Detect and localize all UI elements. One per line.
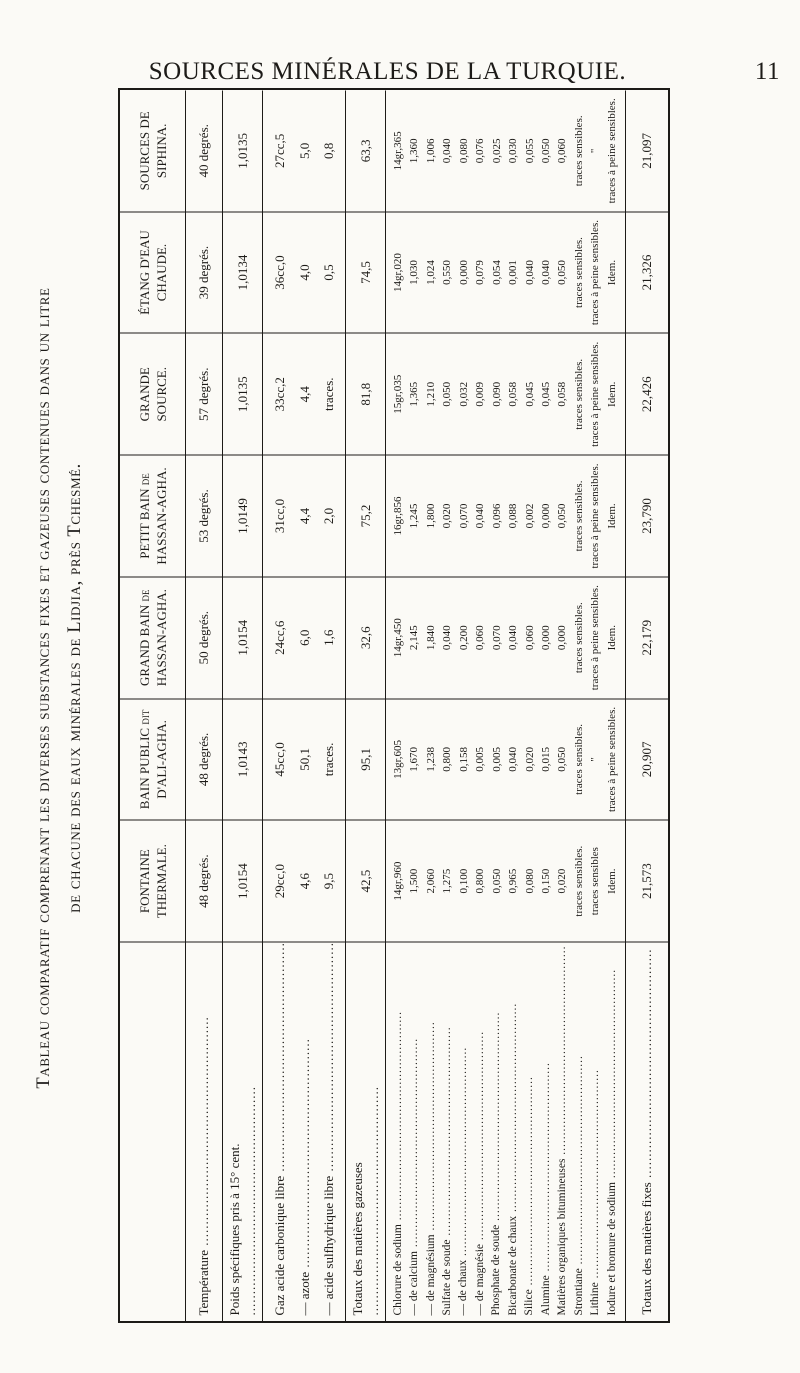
gas-value: 4,4	[296, 385, 312, 402]
salt-value: 0,800	[474, 868, 487, 894]
salt-label: Alumine .....	[541, 948, 553, 1315]
salt-value: 1,275	[441, 868, 454, 894]
salt-value: "	[589, 756, 602, 762]
caption-line-2: de chacune des eaux minérales de Lidjia, près Tchesmé.	[65, 462, 85, 913]
salt-label: Chlorure de sodium .....	[393, 948, 405, 1315]
salt-value: 1,030	[408, 259, 421, 285]
gas-value: 2,0	[321, 507, 337, 524]
specific-gravity-value: 1,0134	[223, 211, 262, 333]
salt-value: traces sensibles.	[572, 723, 585, 795]
source-header-2: BAIN PUBLIC dit D'ALI-AGHA.	[120, 698, 185, 820]
salt-value: traces sensibles.	[572, 236, 585, 308]
salt-value: 0,040	[523, 259, 536, 285]
salt-value: 1,800	[424, 503, 437, 528]
salt-value: 16gr,856	[391, 496, 404, 535]
salt-value: 14gr,365	[391, 130, 404, 170]
specific-gravity-value: 1,0135	[223, 332, 262, 454]
salt-value: 14gr,020	[391, 252, 404, 292]
salt-value: 14gr,960	[391, 861, 404, 901]
salt-value: 0,054	[490, 259, 503, 285]
total-fixed-value: 22,179	[626, 576, 668, 698]
salt-value: 0,050	[441, 381, 454, 407]
gas-value: 6,0	[296, 629, 312, 646]
gas-row	[263, 90, 346, 1321]
salt-value: 1,670	[408, 746, 421, 772]
salt-value: 0,040	[441, 137, 454, 163]
salt-value: Idem.	[605, 867, 618, 894]
salt-value: 0,050	[556, 259, 569, 285]
salt-value: 0,076	[474, 137, 487, 163]
total-fixed-row	[626, 90, 668, 1321]
salt-value: 0,002	[523, 503, 536, 528]
total-fixed-label: Totaux des matières fixes .....	[639, 948, 655, 1314]
salt-value: traces sensibles.	[572, 480, 585, 551]
source-header-4: PETIT BAIN de HASSAN-AGHA.	[120, 454, 185, 576]
page-header	[20, 58, 780, 86]
total-gas-label: Totaux des matières gazeuses .....	[350, 948, 382, 1315]
salt-value: 1,210	[424, 381, 437, 407]
salt-value: 0,040	[507, 746, 520, 772]
gas-value: 4,0	[296, 263, 312, 281]
salt-value: 0,100	[457, 868, 470, 894]
salt-value: 0,050	[556, 746, 569, 772]
salt-value: 0,080	[457, 137, 470, 163]
gas-label: Gaz acide carbonique libre .....	[273, 948, 286, 1315]
table-header-row	[120, 90, 186, 1321]
salt-value: 1,840	[424, 624, 437, 650]
salt-value: 0,550	[441, 259, 454, 285]
gas-value: 31cc,0	[272, 498, 288, 533]
header-empty-cell	[120, 941, 185, 1321]
salt-value: 2,060	[424, 868, 437, 894]
salt-label: Strontiane .....	[574, 948, 586, 1315]
salt-value: 0,200	[457, 624, 470, 650]
temperature-value: 48 degrés.	[186, 819, 222, 941]
salt-value: traces sensibles.	[572, 601, 585, 673]
salt-label: — de chaux .....	[458, 948, 470, 1315]
salt-value: 0,090	[490, 381, 503, 407]
gas-value: traces.	[321, 376, 337, 411]
source-header-5: GRANDE SOURCE.	[120, 332, 185, 454]
salt-value: traces à peine sensibles.	[589, 462, 602, 569]
gas-value: 27cc,5	[272, 133, 288, 168]
salt-label: Lithine .....	[590, 948, 602, 1315]
salt-value: 0,050	[490, 868, 503, 894]
salt-value: 0,040	[474, 503, 487, 528]
salt-value: 1,006	[424, 137, 437, 163]
salt-value: 1,500	[408, 868, 421, 894]
salt-value: 1,365	[408, 381, 421, 407]
specific-gravity-label: Poids spécifiques pris à 15° cent. .....	[227, 948, 259, 1315]
specific-gravity-value: 1,0149	[223, 454, 262, 576]
temperature-value: 40 degrés.	[196, 123, 212, 178]
salt-value: 0,965	[507, 868, 520, 894]
salt-value: "	[589, 148, 602, 153]
salt-value: Idem.	[605, 502, 618, 529]
salt-value: 1,360	[408, 137, 421, 163]
total-gas-value: 81,8	[346, 332, 385, 454]
salt-values-col-4	[390, 461, 620, 570]
salt-value: 0,040	[507, 624, 520, 650]
salt-label: Iodure et bromure de sodium .....	[607, 948, 619, 1315]
total-fixed-value: 21,326	[626, 211, 668, 333]
salt-value: 0,080	[523, 868, 536, 894]
salt-value: 0,058	[507, 381, 520, 407]
salt-value: 0,070	[490, 624, 503, 650]
gas-value: 45cc,0	[272, 741, 288, 777]
source-header-6: ÉTANG D'EAU CHAUDE.	[120, 211, 185, 333]
gas-value: 1,6	[321, 629, 337, 646]
total-gas-value: 95,1	[346, 698, 385, 820]
temperature-label: Température .....	[196, 1016, 212, 1315]
salt-value: 0,020	[523, 746, 536, 772]
caption-line-1: Tableau comparatif comprenant les diverses substances fixes et gazeuses contenues dans un litre	[34, 286, 54, 1089]
gas-value: 36cc,0	[272, 254, 288, 290]
salt-value: 2,145	[408, 624, 421, 650]
salt-value: 0,058	[556, 381, 569, 407]
total-gas-row	[346, 90, 386, 1321]
salt-label: Bicarbonate de chaux .....	[508, 948, 520, 1315]
total-gas-value: 63,3	[357, 138, 373, 162]
gas-value: 29cc,0	[272, 863, 288, 898]
source-header-1: FONTAINE THERMALE.	[120, 819, 185, 941]
salt-value: 0,158	[457, 746, 470, 772]
gas-value: 50,1	[296, 747, 312, 771]
salt-label: Matières organiques bitumineuses .....	[557, 948, 569, 1315]
salt-value: 0,000	[540, 503, 552, 528]
total-fixed-value: 23,790	[626, 454, 668, 576]
total-gas-value: 42,5	[346, 819, 385, 941]
source-header-3: GRAND BAIN de HASSAN-AGHA.	[120, 576, 185, 698]
salt-value: 15gr,035	[391, 374, 404, 414]
salt-label: Silice .....	[524, 948, 536, 1315]
salt-value: 0,060	[556, 137, 569, 163]
salt-value: 1,024	[424, 259, 437, 285]
salt-value: 0,060	[474, 624, 487, 650]
salt-value: 0,055	[523, 137, 536, 163]
gas-label: — acide sulfhydrique libre .....	[322, 948, 335, 1315]
temperature-row	[186, 90, 223, 1321]
salt-value: 0,040	[540, 259, 552, 285]
salt-value: 0,025	[490, 137, 503, 163]
salt-value: 0,009	[474, 381, 487, 407]
specific-gravity-value: 1,0154	[223, 576, 262, 698]
salt-value: 0,005	[474, 746, 487, 772]
salt-value: 0,070	[457, 503, 470, 528]
total-gas-value: 74,5	[346, 211, 385, 333]
table-caption	[20, 85, 100, 1290]
salt-values-col-2	[390, 705, 620, 814]
salt-value: Idem.	[605, 624, 618, 650]
salt-value: 13gr,605	[391, 739, 404, 779]
salt-value: 1,245	[408, 503, 421, 528]
total-fixed-value: 21,097	[638, 132, 654, 169]
specific-gravity-value: 1,0154	[223, 819, 262, 941]
salt-value: traces sensibles.	[572, 358, 585, 430]
salt-value: 0,045	[540, 381, 552, 407]
salt-value: Idem.	[605, 259, 618, 285]
salt-label: — de magnésie .....	[475, 948, 487, 1315]
gas-label: — azote .....	[298, 948, 311, 1315]
salt-value: traces à peine sensibles.	[605, 97, 618, 203]
salt-values-col-7	[390, 96, 620, 205]
gas-value: 9,5	[321, 872, 337, 889]
salt-value: traces sensibles.	[572, 845, 585, 917]
salt-value: 0,000	[556, 624, 569, 650]
gas-value: 4,4	[296, 507, 312, 524]
gas-value: traces.	[321, 742, 337, 776]
temperature-value: 50 degrés.	[186, 576, 222, 698]
salt-values-col-5	[390, 339, 620, 448]
salt-value: Idem.	[605, 381, 618, 407]
specific-gravity-row	[223, 90, 263, 1321]
salt-label-list	[390, 948, 620, 1315]
salt-value: 0,045	[523, 381, 536, 407]
salts-row	[386, 90, 625, 1321]
salt-value: 1,238	[424, 746, 437, 772]
salt-value: 0,001	[507, 259, 520, 285]
salt-value: 0,096	[490, 503, 503, 528]
salt-label: Phosphate de soude .....	[491, 948, 503, 1315]
salt-value: traces à peine sensibles.	[589, 219, 602, 325]
gas-value: 24cc,6	[272, 620, 288, 655]
salt-value: 14gr,450	[391, 617, 404, 657]
salt-value: 0,020	[556, 868, 569, 894]
salt-value: traces sensibles	[589, 846, 602, 915]
salt-value: 0,060	[523, 624, 536, 650]
salt-value: 0,030	[507, 137, 520, 163]
salt-value: 0,000	[457, 259, 470, 285]
salt-label: — de calcium .....	[409, 948, 421, 1315]
salt-value: 0,000	[540, 624, 552, 650]
salt-value: 0,050	[556, 503, 569, 528]
salt-value: traces à peine sensibles.	[605, 706, 618, 812]
gas-value: 0,5	[321, 263, 337, 281]
salt-value: traces sensibles.	[572, 114, 585, 186]
comparison-table	[118, 88, 670, 1323]
salt-value: 0,015	[540, 746, 552, 772]
salt-values-col-6	[390, 218, 620, 327]
salt-value: 0,079	[474, 259, 487, 285]
total-fixed-value: 20,907	[626, 698, 668, 820]
salt-value: traces à peine sensibles.	[589, 341, 602, 447]
source-header-7: SOURCES DE SIPHINA.	[136, 110, 169, 190]
running-title: SOURCES MINÉRALES DE LA TURQUIE.	[148, 58, 627, 85]
specific-gravity-value: 1,0143	[223, 698, 262, 820]
temperature-value: 53 degrés.	[186, 454, 222, 576]
temperature-value: 39 degrés.	[186, 211, 222, 333]
gas-value: 4,6	[296, 872, 312, 889]
salt-label: Sulfate de soude .....	[442, 948, 454, 1315]
temperature-value: 48 degrés.	[186, 698, 222, 820]
salt-value: 0,050	[540, 137, 552, 163]
salt-value: 0,800	[441, 746, 454, 772]
gas-value: 33cc,2	[272, 376, 288, 411]
salt-value: 0,020	[441, 503, 454, 528]
salt-value: 0,032	[457, 381, 470, 407]
salt-values-col-3	[390, 583, 620, 692]
salt-value: 0,005	[490, 746, 503, 772]
salt-value: 0,150	[540, 868, 552, 894]
salt-values-col-1	[390, 826, 620, 935]
total-fixed-value: 22,426	[626, 332, 668, 454]
gas-value: 5,0	[296, 142, 312, 159]
total-fixed-value: 21,573	[626, 819, 668, 941]
page-number: 11	[754, 58, 780, 85]
total-gas-value: 75,2	[346, 454, 385, 576]
temperature-value: 57 degrés.	[186, 332, 222, 454]
salt-label: — de magnésium .....	[426, 948, 438, 1315]
gas-value: 0,8	[321, 142, 337, 159]
salt-value: 0,040	[441, 624, 454, 650]
salt-value: 0,088	[507, 503, 520, 528]
specific-gravity-value: 1,0135	[234, 132, 250, 169]
salt-value: traces à peine sensibles.	[589, 584, 602, 690]
total-gas-value: 32,6	[346, 576, 385, 698]
